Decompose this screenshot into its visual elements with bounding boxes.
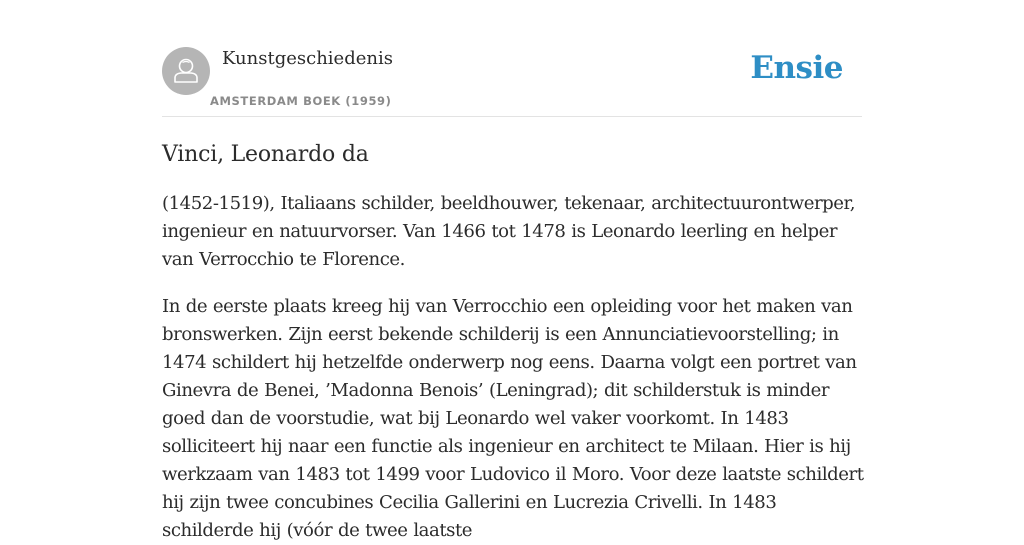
avatar[interactable] bbox=[162, 47, 210, 95]
ensie-logo[interactable]: Ensie bbox=[750, 50, 843, 86]
source-header bbox=[162, 47, 862, 117]
article-paragraph: (1452-1519), Italiaans schilder, beeldhouwer, tekenaar, architectuurontwerper, ingenieur en natuurvorser. Van 1466 tot 1478 is Leonardo leerling en helper van Verrocchio te Florence. bbox=[162, 193, 856, 270]
article-paragraph: In de eerste plaats kreeg hij van Verrocchio een opleiding voor het maken van bronswerken. Zijn eerst bekende schilderij is een Annunciatievoorstelling; in 1474 schildert hij hetzelfde onderwerp nog eens. Daarna volgt een portret van Ginevra de Benei, ’Madonna Benois’ (Leningrad); dit schilderstuk is minder goed dan de voorstudie, wat bij Leonardo wel vaker voorkomt. In 1483 solliciteert hij naar een functie als ingenieur en architect te Milaan. Hier is hij werkzaam van 1483 tot 1499 voor Ludovico il Moro. Voor deze laatste schildert hij zijn twee concubines Cecilia Gallerini en Lucrezia Crivelli. In 1483 schilderde hij (vóór de twee laatste bbox=[162, 296, 864, 541]
source-subtitle: AMSTERDAM BOEK (1959) bbox=[210, 94, 392, 108]
article bbox=[162, 140, 864, 545]
article-title: Vinci, Leonardo da bbox=[162, 142, 369, 167]
source-title[interactable]: Kunstgeschiedenis bbox=[222, 48, 393, 69]
user-icon bbox=[162, 47, 210, 95]
